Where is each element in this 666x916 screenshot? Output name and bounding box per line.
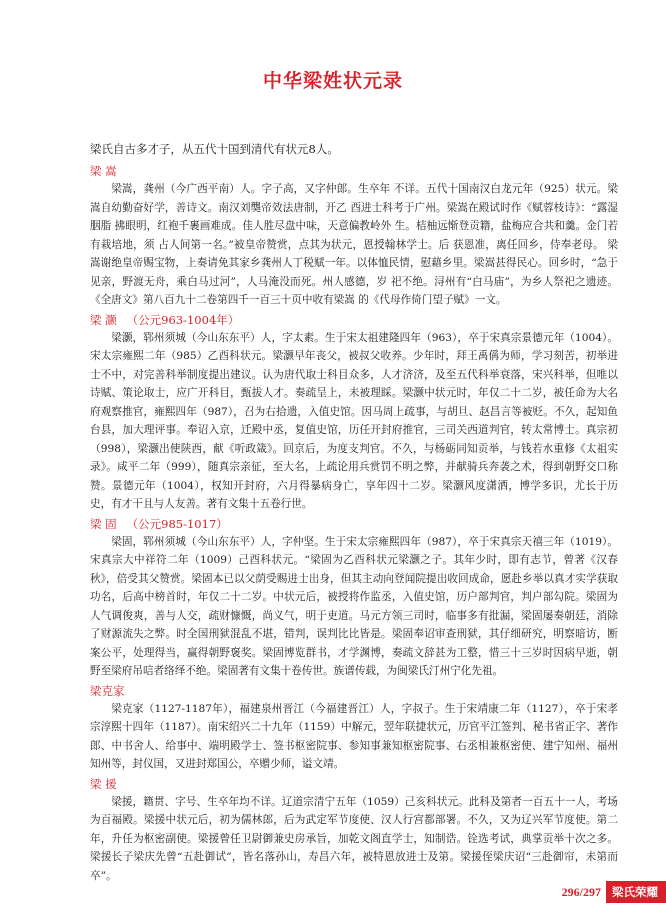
section-name: 梁 灏 [90, 312, 117, 327]
section-subtitle: （公元985-1017） [126, 516, 228, 531]
section-text: 梁固，郓州须城（今山东东平）人，字仲坚。生于宋太宗雍熙四年（987），卒于宋真宗天禧三年（1019）。宋真宗大中祥符二年（1009）己酉科状元。“梁固为乙酉科状元梁灏之子。其年少时，即有志节，曾著《汉春秋》，倍受其父赞赏。梁固本已以父荫受赐进士出身，但其主动向登闻院提出收回成命，愿赴乡举以真才实学获取功名，后高中榜首时，年仅二十二岁。中状元后，被授将作监丞，入值史馆，历户部判官，判户部勾院。梁固为人气调俊爽，善与人交，疏财慷慨，尚义气，明于吏道。马元方领三司时，临事多有批漏，梁固屡奏朝廷，消除了财源流失之弊。时全国刑狱混乱不堪，错判，误判比比皆是。梁固奉诏审查刑狱，其仔细研究，明察暗访，断案公平，处理得当，赢得朝野褒奖。梁固博览群书，才学渊博，奏疏文辞甚为工整，惜三十三岁时因病早逝，朝野至梁府吊唁者络绎不绝。梁固著有文集十卷传世。族谱传载，为闽梁氏汀州宁化先祖。 [90, 535, 618, 677]
section-heading [90, 515, 618, 533]
section-heading [90, 775, 618, 793]
section-liang-kejia [90, 682, 618, 774]
section-heading [90, 682, 618, 700]
section-name: 梁 援 [90, 776, 117, 791]
section-liang-yuan [90, 775, 618, 886]
section-text: 梁克家（1127-1187年），福建泉州晋江（今福建晋江）人，字叔子。生于宋靖康二年（1127），卒于宋孝宗淳熙十四年（1187）。南宋绍兴二十九年（1159）中解元，翌年联捷状元，历官平江签判、秘书省正字、著作郎、中书舍人、给事中、端明殿学士、签书枢密院事、参知事兼知枢密院事、右丞相兼枢密使、建宁知州、福州知州等，封仪国，又进封郑国公，卒赠少师，谥文靖。 [90, 702, 618, 770]
intro-text: 梁氏自古多才子，从五代十国到清代有状元8人。 [90, 142, 339, 156]
section-liang-song [90, 162, 618, 310]
section-name: 梁 固 [90, 516, 117, 531]
section-heading [90, 311, 618, 329]
section-text: 梁灏，郓州须城（今山东东平）人，字太素。生于宋太祖建隆四年（963），卒于宋真宗景德元年（1004）。宋太宗雍熙二年（985）乙酉科状元。梁灏早年丧父，被叔父收养。少年时，拜王禹偁为师，学习刻苦，初举进士不中，对完善科举制度提出建议。认为唐代取士科目众多，人才济济，及至五代科举衰落，宋兴科举，但唯以诗赋、策论取士，应广开科目，甄拔人才。奏疏呈上，未被理睬。梁灏中状元时，年仅二十二岁，被任命为大名府观察推官，雍熙四年（987），召为右拾遗，入值史馆。因马周上疏事，与胡旦、赵昌言等被贬。不久，起知鱼台县，加大理评事。奉诏入京，迁殿中丞，复值史馆，历任开封府推官，三司关西道判官，转太常博士。真宗初（998），梁灏出使陕西，献《听政箴》。回京后，为度支判官。不久，与杨砺同知贡举，与钱若水重修《太祖实录》。咸平二年（999），随真宗亲征，至大名，上疏论用兵赏罚不明之弊，并献骑兵奔袭之术，得到朝野交口称赞。景德元年（1004），权知开封府，六月得暴病身亡，享年四十二岁。梁灏风度潇洒，博学多识，尤长于历史，有才干且与人友善。著有文集十五卷行世。 [90, 331, 618, 510]
page-title: 中华梁姓状元录 [262, 70, 403, 92]
page-footer [562, 881, 666, 903]
section-liang-gu [90, 515, 618, 681]
section-name: 梁克家 [90, 683, 125, 698]
chapter-tag: 梁氏荣耀 [606, 881, 666, 903]
section-subtitle: （公元963-1004年） [126, 312, 240, 327]
article-body [90, 140, 618, 886]
section-name: 梁 嵩 [90, 164, 117, 178]
section-liang-hao [90, 311, 618, 514]
section-text: 梁援，籍贯、字号、生卒年均不详。辽道宗清宁五年（1059）己亥科状元。此科及第者一百五十一人，考场为百福殿。梁援中状元后，初为儒林郎，后为武定军节度使、汉人行宫都部署。不久，又为辽兴军节度使。第二年，升任为枢密副使。梁援曾任卫尉御兼史房承旨，加乾文阁直学士，知制诰。铨选考试，典掌贡举十次之多。梁援长子梁庆先曾“五赴御试”，皆名落孙山，寿昌六年，被特恩放进士及第。梁援侄梁庆诏“三赴御帘，未第而卒”。 [90, 795, 618, 882]
page-numbers: 296/297 [561, 885, 601, 899]
section-heading [90, 162, 618, 180]
section-text: 梁嵩，龚州（今广西平南）人。字子高，又字仲郎。生卒年 不详。五代十国南汉白龙元年（925）状元。梁嵩自幼勤奋好学，善诗文。南汉刘龑帝效法唐制，开乙 酉进士科考于广州。梁嵩在殿试时作《赋蓉枝诗》：“露湿胭脂 拂眼明，红袍千裹画难成。佳人胜尽盘中味，天意偏教岭外 生。桔柚远惭登贡籍，盐梅应合共和羹。金门若有栽培地，须 占人间第一名。”被皇帝赞赏，点其为状元，恩授翰林学士。后 获恩准，离任回乡，侍奉老母。 梁嵩谢绝皇帝赐宝物，上奏请免其家乡龚州人丁税赋一年。以体恤民情，慰藉乡里。梁嵩甚得民心。回乡时，“急于 见亲，野渡无舟，乘白马过河”，人马淹没而死。州人感德，岁 祀不绝。浔州有“白马庙”，为乡人祭祀之遗迹。 《全唐文》第八百九十二卷第四千一百三十页中收有梁嵩 的《代母作倚门望子赋》一文。 [90, 183, 618, 306]
